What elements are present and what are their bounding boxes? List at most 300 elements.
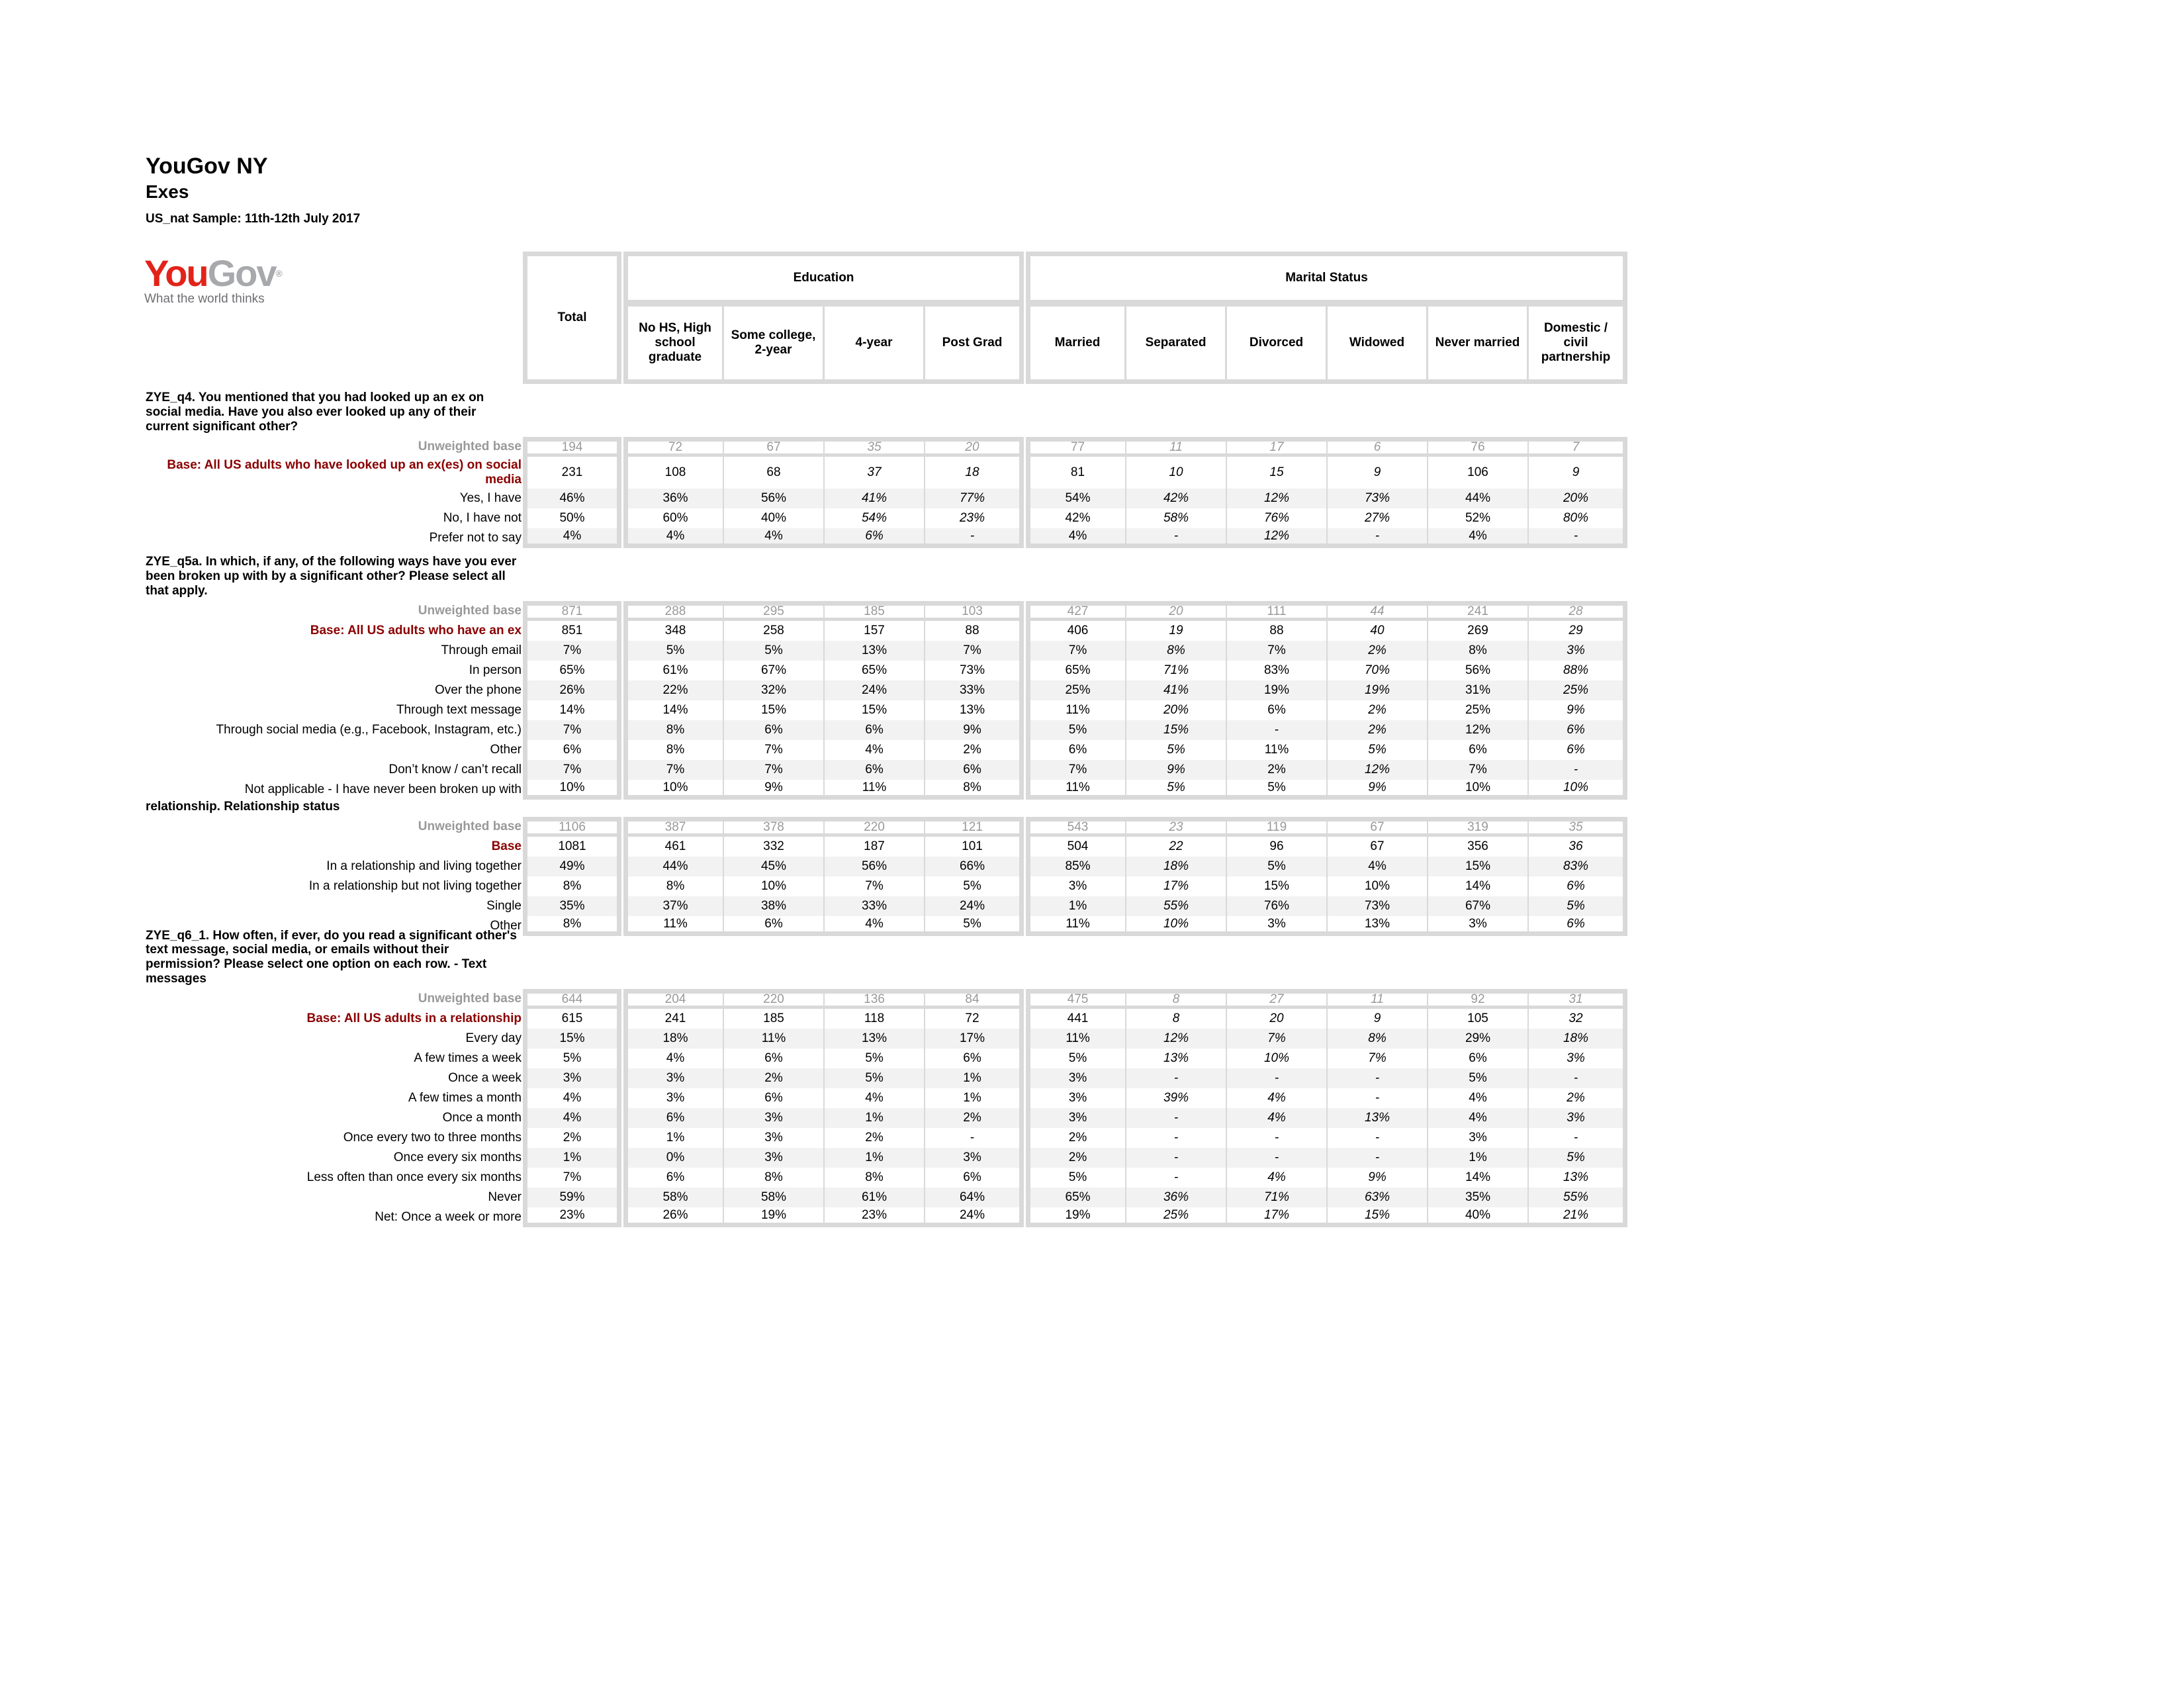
data-cell: 4% [724,528,825,548]
data-cell: 52% [1428,508,1529,528]
base-value: 185 [724,1009,825,1029]
data-cell: 17% [1126,876,1227,896]
data-cell: 83% [1227,661,1328,680]
row-label: Once every six months [393,1150,522,1165]
unweighted-base-value: 119 [1227,817,1328,837]
row-label: In person [469,663,522,678]
unweighted-base-value: 11 [1328,989,1428,1009]
data-cell: 6% [724,916,825,936]
data-cell: 11% [1026,1029,1126,1049]
data-cell: 7% [523,760,621,780]
data-cell: 7% [724,760,825,780]
data-cell: 5% [1026,720,1126,740]
data-cell: 66% [925,857,1024,876]
data-cell: 13% [825,1029,925,1049]
data-cell: 19% [724,1207,825,1227]
data-cell: - [1529,1068,1627,1088]
unweighted-base-value: 92 [1428,989,1529,1009]
data-cell: 25% [1126,1207,1227,1227]
data-cell: 7% [1227,641,1328,661]
data-cell: 59% [523,1188,621,1207]
data-cell: 4% [523,528,621,548]
data-cell: 17% [925,1029,1024,1049]
data-cell: 8% [1328,1029,1428,1049]
data-cell: 1% [925,1088,1024,1108]
data-cell: 3% [1428,1128,1529,1148]
data-cell: 11% [825,780,925,800]
unweighted-base-value: 136 [825,989,925,1009]
data-cell: 2% [925,740,1024,760]
data-cell: 3% [623,1088,724,1108]
base-value: 269 [1428,621,1529,641]
data-cell: 15% [825,700,925,720]
data-cell: - [925,1128,1024,1148]
base-value: 9 [1328,457,1428,489]
base-value: 32 [1529,1009,1627,1029]
column-subheader: No HS, High school graduate [623,305,724,384]
data-cell: - [1328,1068,1428,1088]
unweighted-base-value: 27 [1227,989,1328,1009]
data-cell: 76% [1227,896,1328,916]
data-cell: 24% [925,1207,1024,1227]
data-cell: 6% [1227,700,1328,720]
data-cell: 11% [1227,740,1328,760]
data-cell: 6% [1529,916,1627,936]
data-cell: 3% [1026,876,1126,896]
data-cell: 13% [925,700,1024,720]
base-value: 40 [1328,621,1428,641]
data-cell: 1% [825,1108,925,1128]
base-value: 157 [825,621,925,641]
base-value: 231 [523,457,621,489]
data-cell: 3% [925,1148,1024,1168]
column-group-header: Education [623,252,1024,305]
data-cell: 20% [1529,489,1627,508]
base-value: 461 [623,837,724,857]
data-cell: 6% [1529,740,1627,760]
data-cell: 3% [523,1068,621,1088]
row-label: Over the phone [435,683,522,698]
data-cell: 11% [724,1029,825,1049]
data-cell: 6% [925,760,1024,780]
data-cell: 41% [1126,680,1227,700]
data-cell: - [1529,760,1627,780]
data-cell: 7% [523,720,621,740]
data-cell: 6% [623,1168,724,1188]
base-value: 356 [1428,837,1529,857]
data-cell: 9% [1529,700,1627,720]
data-cell: 8% [523,916,621,936]
unweighted-base-value: 67 [1328,817,1428,837]
logo-tagline: What the world thinks [144,292,265,306]
question-text: ZYE_q6_1. How often, if ever, do you read a significant other's text message, social media, or emails without their permission? Please select one option on each row. - Text messages [146,928,517,986]
data-cell: 23% [523,1207,621,1227]
data-cell: 65% [1026,1188,1126,1207]
row-label: Net: Once a week or more [375,1210,522,1225]
data-cell: 4% [1227,1108,1328,1128]
data-cell: 19% [1227,680,1328,700]
data-cell: 5% [1529,896,1627,916]
data-cell: 56% [1428,661,1529,680]
data-cell: 42% [1026,508,1126,528]
data-cell: - [1126,1168,1227,1188]
data-cell: 6% [825,720,925,740]
row-label: Once a week [448,1071,522,1086]
data-cell: 1% [1428,1148,1529,1168]
data-cell: 8% [1126,641,1227,661]
base-value: 504 [1026,837,1126,857]
base-value: 9 [1328,1009,1428,1029]
data-cell: 61% [623,661,724,680]
data-cell: 2% [825,1128,925,1148]
base-value: 68 [724,457,825,489]
data-cell: 7% [523,641,621,661]
data-cell: 26% [523,680,621,700]
data-cell: 13% [1328,916,1428,936]
data-cell: 11% [1026,780,1126,800]
base-value: 15 [1227,457,1328,489]
data-cell: 63% [1328,1188,1428,1207]
data-cell: 80% [1529,508,1627,528]
data-cell: 5% [1529,1148,1627,1168]
data-cell: 20% [1126,700,1227,720]
data-cell: - [1126,1148,1227,1168]
base-value: 20 [1227,1009,1328,1029]
logo-gov-text: Gov [207,252,276,294]
data-cell: 7% [825,876,925,896]
data-cell: 5% [1126,780,1227,800]
data-cell: 3% [1026,1088,1126,1108]
column-subheader: Widowed [1328,305,1428,384]
data-cell: 83% [1529,857,1627,876]
data-cell: 12% [1126,1029,1227,1049]
data-cell: 15% [1428,857,1529,876]
data-cell: 44% [1428,489,1529,508]
base-value: 19 [1126,621,1227,641]
data-cell: 5% [623,641,724,661]
unweighted-base-value: 220 [825,817,925,837]
data-cell: 32% [724,680,825,700]
data-cell: 67% [724,661,825,680]
base-label: Base [491,839,522,854]
base-value: 72 [925,1009,1024,1029]
data-cell: - [1529,528,1627,548]
data-cell: 4% [523,1108,621,1128]
data-cell: 2% [1026,1148,1126,1168]
data-cell: 4% [825,916,925,936]
unweighted-base-value: 111 [1227,601,1328,621]
row-label: Less often than once every six months [306,1170,522,1185]
row-label: A few times a week [414,1051,522,1066]
data-cell: 1% [925,1068,1024,1088]
data-cell: 15% [724,700,825,720]
data-cell: 88% [1529,661,1627,680]
data-cell: 10% [1126,916,1227,936]
data-cell: 26% [623,1207,724,1227]
data-cell: - [1328,1128,1428,1148]
data-cell: 6% [925,1168,1024,1188]
base-label: Base: All US adults in a relationship [306,1011,522,1026]
question-spacer [523,384,1629,437]
data-cell: 65% [825,661,925,680]
data-cell: 5% [1026,1168,1126,1188]
data-cell: 7% [523,1168,621,1188]
unweighted-base-value: 35 [825,437,925,457]
row-label: A few times a month [408,1091,522,1105]
data-cell: 7% [1328,1049,1428,1068]
data-cell: 38% [724,896,825,916]
data-cell: 76% [1227,508,1328,528]
base-value: 118 [825,1009,925,1029]
data-cell: 10% [523,780,621,800]
data-cell: 3% [1026,1108,1126,1128]
unweighted-base-value: 7 [1529,437,1627,457]
data-cell: 5% [1126,740,1227,760]
data-cell: 19% [1026,1207,1126,1227]
data-cell: 2% [1328,700,1428,720]
data-cell: 3% [724,1108,825,1128]
question-text: ZYE_q4. You mentioned that you had looked up an ex on social media. Have you also ever looked up any of their current significant other? [146,391,484,434]
unweighted-base-value: 288 [623,601,724,621]
base-value: 348 [623,621,724,641]
data-cell: 8% [623,740,724,760]
column-subheader: Never married [1428,305,1529,384]
data-cell: 35% [523,896,621,916]
data-cell: 10% [1328,876,1428,896]
data-cell: 73% [1328,489,1428,508]
data-cell: 7% [1227,1029,1328,1049]
data-cell: 13% [1328,1108,1428,1128]
data-cell: 5% [1227,857,1328,876]
data-cell: 7% [724,740,825,760]
data-cell: - [1529,1128,1627,1148]
data-cell: 14% [1428,1168,1529,1188]
row-label: Through email [441,643,522,658]
data-cell: 77% [925,489,1024,508]
unweighted-base-value: 295 [724,601,825,621]
data-cell: 41% [825,489,925,508]
data-cell: 35% [1428,1188,1529,1207]
column-group-header: Marital Status [1026,252,1627,305]
base-value: 615 [523,1009,621,1029]
data-cell: 6% [825,528,925,548]
header-corner [146,252,523,384]
data-cell: 6% [1529,876,1627,896]
data-cell: 31% [1428,680,1529,700]
column-subheader: Post Grad [925,305,1024,384]
data-cell: 5% [1227,780,1328,800]
column-subheader: Domestic / civil partnership [1529,305,1627,384]
data-cell: 33% [925,680,1024,700]
data-cell: 10% [623,780,724,800]
unweighted-base-value: 8 [1126,989,1227,1009]
data-cell: 18% [1126,857,1227,876]
data-cell: 23% [825,1207,925,1227]
data-cell: 3% [1026,1068,1126,1088]
data-cell: 8% [724,1168,825,1188]
base-value: 187 [825,837,925,857]
data-cell: 4% [623,1049,724,1068]
data-cell: 45% [724,857,825,876]
base-value: 258 [724,621,825,641]
data-cell: 2% [724,1068,825,1088]
data-cell: 12% [1328,760,1428,780]
base-value: 1081 [523,837,621,857]
base-value: 88 [1227,621,1328,641]
column-subheader: Separated [1126,305,1227,384]
page-subtitle: Exes [146,181,189,202]
data-cell: 9% [925,720,1024,740]
unweighted-base-value: 1106 [523,817,621,837]
base-value: 22 [1126,837,1227,857]
data-cell: 73% [925,661,1024,680]
data-cell: 3% [1529,641,1627,661]
data-cell: 25% [1428,700,1529,720]
data-cell: 55% [1529,1188,1627,1207]
data-cell: 61% [825,1188,925,1207]
base-value: 441 [1026,1009,1126,1029]
row-label: Yes, I have [459,491,522,506]
data-cell: 8% [523,876,621,896]
unweighted-base-value: 44 [1328,601,1428,621]
data-cell: 15% [523,1029,621,1049]
data-cell: 71% [1227,1188,1328,1207]
data-cell: 4% [1227,1088,1328,1108]
data-cell: 10% [1428,780,1529,800]
unweighted-base-value: 6 [1328,437,1428,457]
crosstab-table [146,252,1629,1227]
data-cell: 42% [1126,489,1227,508]
data-cell: 7% [1026,760,1126,780]
data-cell: 2% [1328,720,1428,740]
data-cell: 13% [825,641,925,661]
data-cell: 2% [523,1128,621,1148]
column-header-total: Total [523,252,621,384]
row-label: Don’t know / can’t recall [388,763,522,777]
question-spacer [523,936,1629,989]
data-cell: 11% [1026,916,1126,936]
unweighted-base-value: 76 [1428,437,1529,457]
base-value: 851 [523,621,621,641]
unweighted-base-value: 871 [523,601,621,621]
unweighted-base-value: 35 [1529,817,1627,837]
data-cell: 12% [1227,489,1328,508]
data-cell: 54% [1026,489,1126,508]
data-cell: 4% [523,1088,621,1108]
data-cell: 5% [523,1049,621,1068]
data-cell: 3% [623,1068,724,1088]
row-label: No, I have not [443,511,522,526]
data-cell: 40% [1428,1207,1529,1227]
data-cell: 3% [1529,1108,1627,1128]
data-cell: 29% [1428,1029,1529,1049]
unweighted-base-value: 20 [1126,601,1227,621]
data-cell: 73% [1328,896,1428,916]
data-cell: 58% [724,1188,825,1207]
sample-description: US_nat Sample: 11th-12th July 2017 [146,212,361,226]
base-value: 88 [925,621,1024,641]
data-cell: 9% [1328,1168,1428,1188]
data-cell: 40% [724,508,825,528]
unweighted-base-value: 28 [1529,601,1627,621]
base-value: 81 [1026,457,1126,489]
base-value: 9 [1529,457,1627,489]
base-value: 241 [623,1009,724,1029]
data-cell: 36% [1126,1188,1227,1207]
data-cell: 60% [623,508,724,528]
data-cell: 4% [825,740,925,760]
base-value: 10 [1126,457,1227,489]
data-cell: 56% [724,489,825,508]
unweighted-base-value: 241 [1428,601,1529,621]
data-cell: 85% [1026,857,1126,876]
data-cell: 7% [1428,760,1529,780]
data-cell: 44% [623,857,724,876]
data-cell: 9% [1328,780,1428,800]
data-cell: 50% [523,508,621,528]
unweighted-base-value: 427 [1026,601,1126,621]
data-cell: 3% [1428,916,1529,936]
data-cell: 2% [925,1108,1024,1128]
data-cell: 10% [1529,780,1627,800]
data-cell: 7% [623,760,724,780]
data-cell: 4% [1026,528,1126,548]
data-cell: 8% [825,1168,925,1188]
data-cell: 2% [1328,641,1428,661]
data-cell: 13% [1126,1049,1227,1068]
data-cell: 10% [1227,1049,1328,1068]
data-cell: 13% [1529,1168,1627,1188]
data-cell: 27% [1328,508,1428,528]
data-cell: - [1126,1068,1227,1088]
data-cell: 6% [523,740,621,760]
row-label: Single [486,899,522,914]
data-cell: 6% [1428,740,1529,760]
data-cell: 55% [1126,896,1227,916]
data-cell: 6% [825,760,925,780]
data-cell: 37% [623,896,724,916]
data-cell: 3% [1227,916,1328,936]
data-cell: - [1126,528,1227,548]
unweighted-base-value: 17 [1227,437,1328,457]
base-value: 8 [1126,1009,1227,1029]
unweighted-base-value: 644 [523,989,621,1009]
data-cell: - [1328,1148,1428,1168]
unweighted-base-value: 220 [724,989,825,1009]
data-cell: - [1227,1068,1328,1088]
row-label: Never [488,1190,522,1205]
data-cell: 6% [724,1088,825,1108]
base-value: 105 [1428,1009,1529,1029]
data-cell: 5% [1026,1049,1126,1068]
unweighted-base-value: 543 [1026,817,1126,837]
data-cell: 64% [925,1188,1024,1207]
unweighted-base-value: 319 [1428,817,1529,837]
unweighted-base-value: 185 [825,601,925,621]
unweighted-base-value: 31 [1529,989,1627,1009]
data-cell: 0% [623,1148,724,1168]
row-label: Not applicable - I have never been broken up with [244,782,522,797]
base-value: 18 [925,457,1024,489]
data-cell: 24% [825,680,925,700]
data-cell: 11% [1026,700,1126,720]
data-cell: 36% [623,489,724,508]
data-cell: 2% [1529,1088,1627,1108]
data-cell: 15% [1328,1207,1428,1227]
data-cell: 49% [523,857,621,876]
data-cell: 15% [1227,876,1328,896]
row-label: Other [490,919,522,933]
